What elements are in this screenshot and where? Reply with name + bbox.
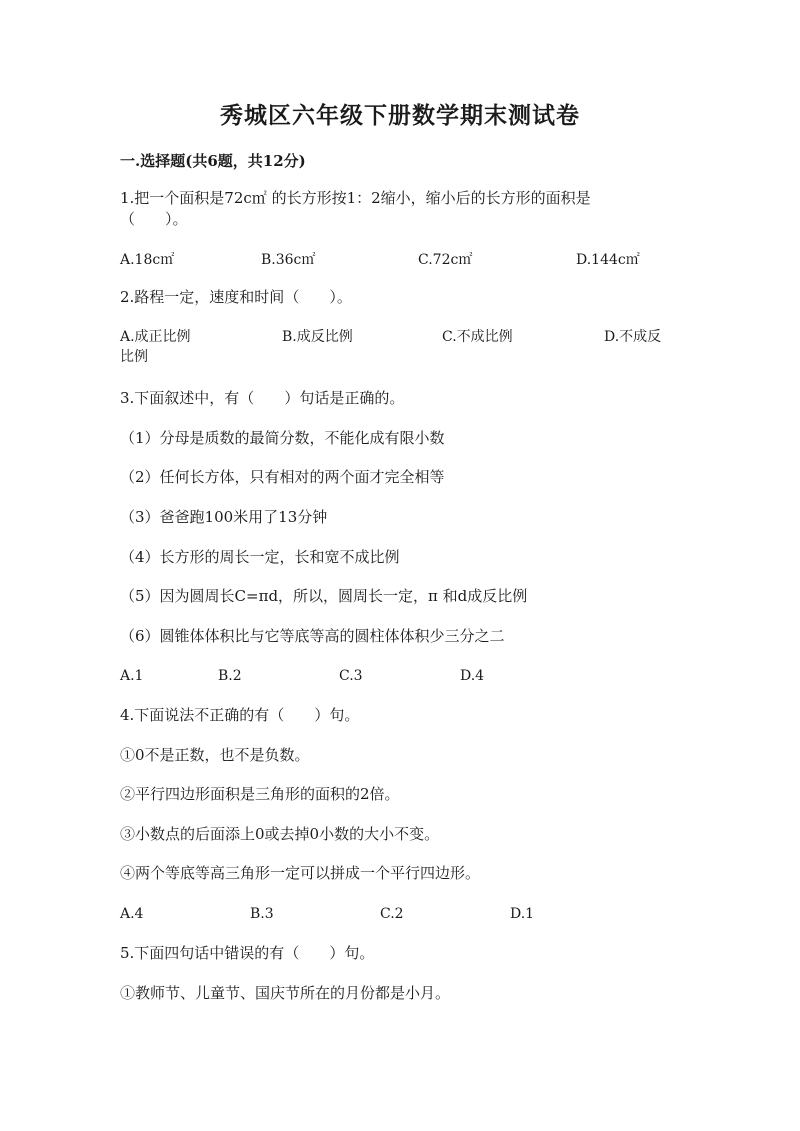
question-4-statement-1: ①0不是正数，也不是负数。 [120, 746, 310, 764]
question-2-stem: 2.路程一定，速度和时间（ ）。 [120, 288, 352, 306]
question-5-statement-1: ①教师节、儿童节、国庆节所在的月份都是小月。 [120, 984, 451, 1002]
question-1-option-d: D.144c㎡ [576, 252, 640, 268]
question-1-option-a: A.18c㎡ [120, 252, 175, 268]
question-4-option-a: A.4 [120, 906, 144, 922]
question-5-stem: 5.下面四句话中错误的有（ ）句。 [120, 944, 375, 962]
question-4-statement-4: ④两个等底等高三角形一定可以拼成一个平行四边形。 [120, 864, 481, 882]
question-4-statement-3: ③小数点的后面添上0或去掉0小数的大小不变。 [120, 825, 440, 843]
question-3-stem: 3.下面叙述中，有（ ）句话是正确的。 [120, 389, 405, 407]
question-4-option-d: D.1 [510, 906, 535, 922]
question-3-statement-4: （4）长方形的周长一定，长和宽不成比例 [120, 548, 400, 566]
question-3-statement-2: （2）任何长方体，只有相对的两个面才完全相等 [120, 468, 445, 486]
question-1-option-b: B.36c㎡ [261, 252, 316, 268]
section-heading: 一.选择题(共6题，共12分) [120, 152, 306, 170]
page-title: 秀城区六年级下册数学期末测试卷 [220, 102, 580, 129]
question-2-option-b: B.成反比例 [282, 329, 353, 345]
question-1-option-c: C.72c㎡ [418, 252, 473, 268]
question-3-statement-3: （3）爸爸跑100米用了13分钟 [120, 508, 328, 526]
question-3-statement-6: （6）圆锥体体积比与它等底等高的圆柱体体积少三分之二 [120, 627, 505, 645]
question-3-option-d: D.4 [460, 668, 485, 684]
question-3-option-b: B.2 [218, 668, 242, 684]
question-1-stem: 1.把一个面积是72c㎡ 的长方形按1：2缩小，缩小后的长方形的面积是 [120, 189, 591, 207]
question-4-option-c: C.2 [380, 906, 404, 922]
question-3-statement-1: （1）分母是质数的最简分数，不能化成有限小数 [120, 429, 445, 447]
question-2-option-d-wrap: 比例 [120, 349, 148, 365]
question-4-option-b: B.3 [250, 906, 274, 922]
question-3-option-a: A.1 [120, 668, 144, 684]
question-4-stem: 4.下面说法不正确的有（ ）句。 [120, 706, 360, 724]
question-4-statement-2: ②平行四边形面积是三角形的面积的2倍。 [120, 785, 400, 803]
question-3-statement-5: （5）因为圆周长C=πd，所以，圆周长一定，π 和d成反比例 [120, 587, 528, 605]
question-1-stem-continued: （ ）。 [120, 210, 188, 228]
question-2-option-c: C.不成比例 [442, 329, 513, 345]
question-2-option-a: A.成正比例 [120, 329, 191, 345]
question-2-option-d: D.不成反 [604, 329, 662, 345]
question-3-option-c: C.3 [339, 668, 363, 684]
